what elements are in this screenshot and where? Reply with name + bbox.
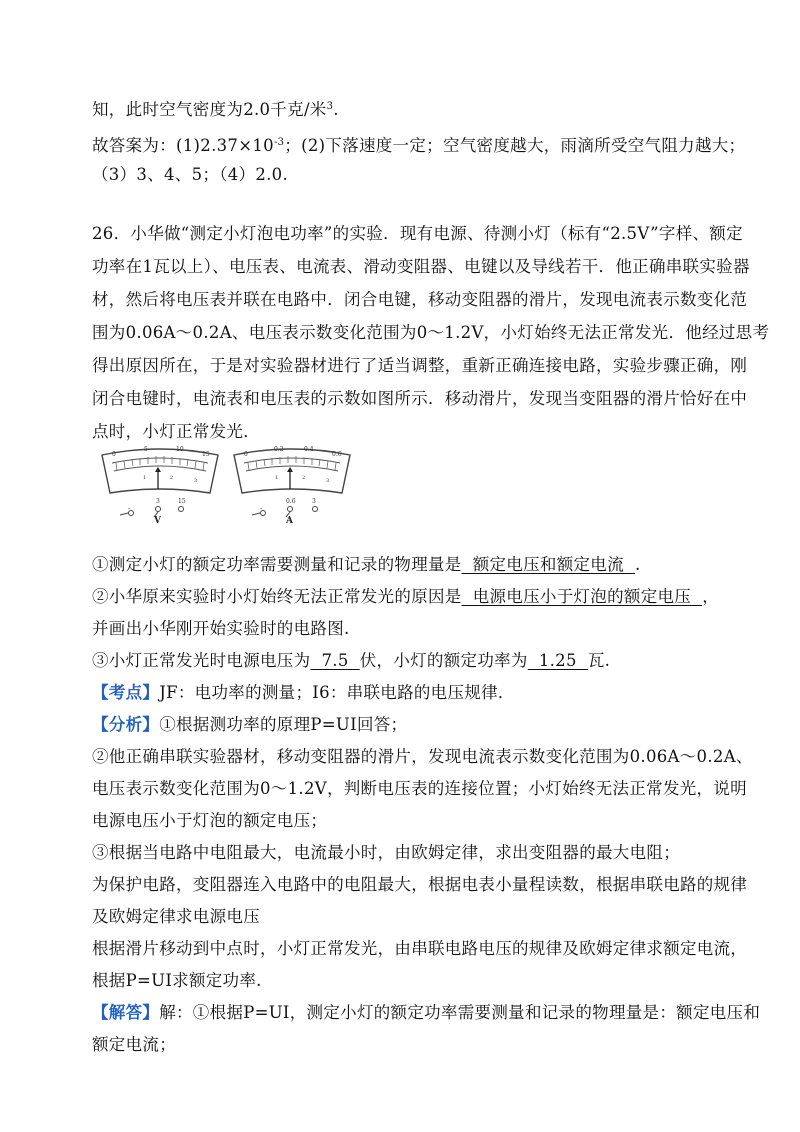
question-line: 闭合电键时，电流表和电压表的示数如图所示．移动滑片，发现当变阻器的滑片恰好在中	[92, 389, 748, 408]
kaodian-line	[92, 683, 515, 703]
ammeter-inner-tick: 2	[302, 475, 306, 481]
superscript: 3	[326, 101, 334, 112]
text: JF：电功率的测量；I6：串联电路的电压规律．	[159, 683, 515, 702]
sub-question-3	[92, 651, 610, 671]
voltmeter-inner-tick: 2	[170, 475, 174, 481]
text: 知，此时空气密度为2.0千克/米	[92, 100, 327, 119]
text: ，	[702, 587, 720, 606]
superscript: -3	[273, 137, 285, 148]
ammeter-terminal: 0.6	[286, 498, 296, 505]
ammeter-tick-label: 0	[244, 451, 248, 458]
question-line: 点时，小灯正常发光．	[92, 422, 260, 441]
answer-blank: 额定电压和额定电流	[461, 555, 635, 574]
analysis-line: 电源电压小于灯泡的额定电压；	[92, 811, 328, 830]
answer-line	[92, 133, 745, 156]
analysis-line: ③根据当电路中电阻最大，电流最小时，由欧姆定律，求出变阻器的最大电阻；	[92, 843, 680, 862]
analysis-line: ②他正确串联实验器材，移动变阻器的滑片，发现电流表示数变化范围为0.06A～0.2A、	[92, 747, 753, 766]
text: ①根据测功率的原理P=UI回答；	[159, 715, 408, 734]
sub-question-2-line2: 并画出小华刚开始实验时的电路图.	[92, 619, 350, 638]
text: ②小华原来实验时小灯始终无法正常发光的原因是	[92, 587, 462, 606]
question-line: 得出原因所在，于是对实验器材进行了适当调整，重新正确连接电路，实验步骤正确，刚	[92, 356, 748, 375]
text: .	[333, 100, 339, 119]
ammeter-inner-tick: 3	[326, 478, 330, 484]
voltmeter	[102, 446, 218, 525]
jieda-tag: 【解答】	[92, 1003, 160, 1022]
voltmeter-unit: V	[154, 516, 161, 525]
text: 故答案为：(1)2.37×10	[92, 136, 274, 155]
voltmeter-tick-label: 5	[144, 446, 148, 453]
analysis-line: 及欧姆定律求电源电压	[92, 907, 260, 926]
answer-line: （3）3、4、5；（4）2.0.	[92, 165, 289, 184]
ammeter-tick-label: 0.4	[304, 446, 314, 453]
text: ；(2)下落速度一定；空气密度越大，雨滴所受空气阻力越大；	[284, 136, 746, 155]
analysis-line: 根据滑片移动到中点时，小灯正常发光，由串联电路电压的规律及欧姆定律求额定电流，	[92, 939, 748, 958]
ammeter-terminal: 3	[312, 498, 316, 505]
jieda-line	[92, 1003, 760, 1023]
question-line: 26．小华做“测定小灯泡电功率”的实验．现有电源、待测小灯（标有“2.5V”字样、额定	[92, 224, 743, 243]
jieda-line-2: 额定电流；	[92, 1035, 176, 1054]
text: .	[635, 555, 641, 574]
answer-blank: 1.25	[527, 651, 588, 670]
ammeter-unit: A	[286, 516, 293, 525]
voltmeter-inner-tick: 1	[143, 475, 147, 481]
text-line	[92, 97, 339, 120]
meters-figure	[98, 445, 358, 525]
voltmeter-terminal: 15	[178, 498, 186, 505]
ammeter-tick-label: 0.2	[274, 446, 284, 453]
analysis-line: 根据P=UI求额定功率.	[92, 971, 262, 990]
voltmeter-tick-label: 15	[202, 451, 210, 458]
text: 瓦.	[587, 651, 611, 670]
voltmeter-inner-tick: 3	[194, 478, 198, 484]
fenxi-tag: 【分析】	[92, 715, 160, 734]
question-line: 材，然后将电压表并联在电路中．闭合电键，移动变阻器的滑片，发现电流表示数变化范	[92, 290, 748, 309]
sub-question-2	[92, 587, 719, 607]
voltmeter-tick-label: 0	[112, 451, 116, 458]
sub-question-1	[92, 555, 641, 575]
question-line: 围为0.06A～0.2A、电压表示数变化范围为0～1.2V，小灯始终无法正常发光．他经过思考	[92, 323, 770, 342]
answer-blank: 电源电压小于灯泡的额定电压	[461, 587, 703, 606]
ammeter	[234, 446, 350, 525]
ammeter-inner-tick: 1	[275, 475, 279, 481]
text: 解：①根据P=UI，测定小灯的额定功率需要测量和记录的物理量是：额定电压和	[159, 1003, 761, 1022]
kaodian-tag: 【考点】	[92, 683, 160, 702]
fenxi-line	[92, 715, 407, 735]
ammeter-tick-label: 0.6	[332, 451, 342, 458]
ammeter-terminal: -	[260, 505, 263, 513]
question-line: 功率在1瓦以上）、电压表、电流表、滑动变阻器、电键以及导线若干．他正确串联实验器	[92, 257, 750, 276]
text: ③小灯正常发光时电源电压为	[92, 651, 311, 670]
text: 伏，小灯的额定功率为	[359, 651, 528, 670]
analysis-line: 为保护电路，变阻器连入电路中的电阻最大，根据电表小量程读数，根据串联电路的规律	[92, 875, 748, 894]
voltmeter-terminal: 3	[156, 498, 160, 505]
voltmeter-terminal: -	[128, 505, 131, 513]
answer-blank: 7.5	[310, 651, 360, 670]
voltmeter-tick-label: 10	[176, 446, 184, 453]
text: ①测定小灯的额定功率需要测量和记录的物理量是	[92, 555, 462, 574]
analysis-line: 电压表示数变化范围为0～1.2V，判断电压表的连接位置；小灯始终无法正常发光，说明	[92, 779, 747, 798]
